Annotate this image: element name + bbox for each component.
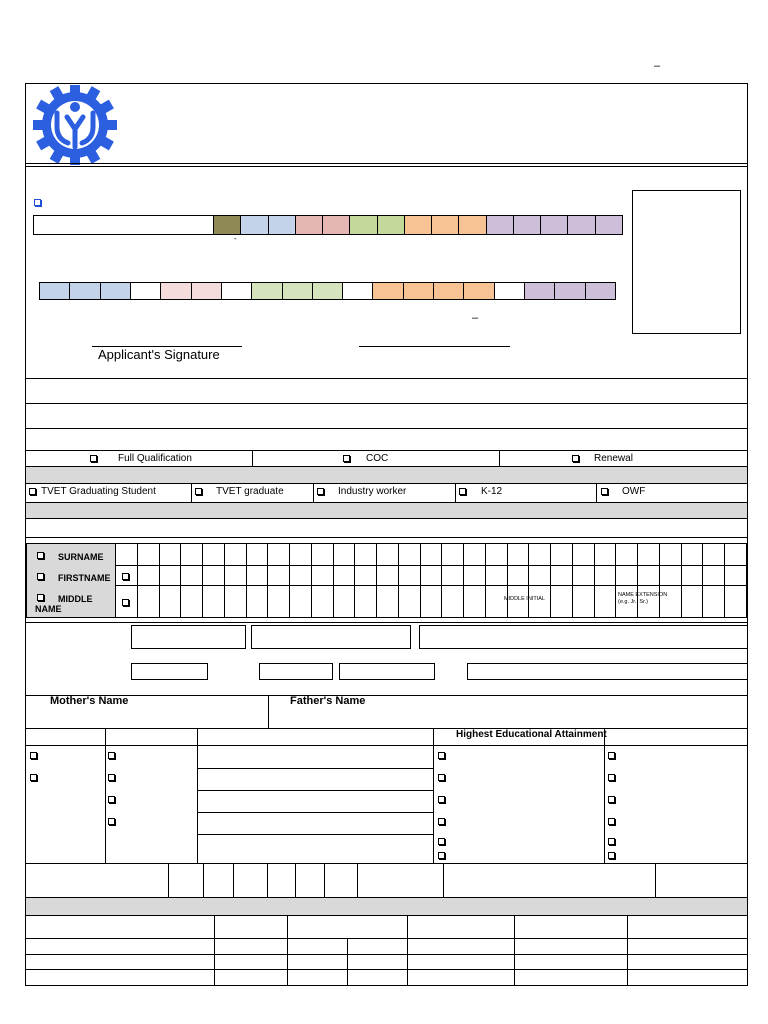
name-letter-cell[interactable] bbox=[724, 585, 747, 618]
section-band bbox=[26, 502, 747, 518]
name-letter-cell[interactable] bbox=[572, 543, 595, 566]
code-box[interactable] bbox=[377, 215, 405, 235]
column-divider bbox=[443, 863, 444, 897]
name-letter-cell[interactable] bbox=[398, 565, 421, 586]
name-letter-cell[interactable] bbox=[289, 543, 312, 566]
code-box[interactable] bbox=[540, 215, 568, 235]
address-field-6[interactable] bbox=[339, 663, 435, 680]
col5-checkbox[interactable] bbox=[608, 818, 615, 825]
name-letter-cell[interactable] bbox=[724, 543, 747, 566]
name-letter-cell[interactable] bbox=[202, 543, 225, 566]
column-divider bbox=[324, 863, 325, 897]
name-letter-cell[interactable] bbox=[615, 543, 638, 566]
middle-initial-label: MIDDLE INITIAL bbox=[504, 596, 545, 602]
row-divider bbox=[25, 518, 748, 519]
column-divider bbox=[433, 728, 434, 863]
code-box[interactable] bbox=[567, 215, 596, 235]
name-letter-cell[interactable] bbox=[637, 565, 660, 586]
education-checkbox[interactable] bbox=[438, 818, 445, 825]
column-divider bbox=[168, 863, 169, 897]
owf-checkbox[interactable] bbox=[601, 488, 608, 495]
coc-checkbox[interactable] bbox=[343, 455, 350, 462]
code-box[interactable] bbox=[433, 282, 464, 300]
name-letter-cell[interactable] bbox=[463, 585, 486, 618]
row-divider bbox=[25, 969, 748, 970]
name-letter-cell[interactable] bbox=[137, 585, 160, 618]
logo bbox=[32, 85, 118, 165]
name-letter-cell[interactable] bbox=[572, 585, 595, 618]
code-box[interactable] bbox=[404, 215, 432, 235]
name-letter-cell[interactable] bbox=[354, 543, 377, 566]
col1-checkbox[interactable] bbox=[30, 774, 37, 781]
row-divider bbox=[25, 466, 748, 467]
code-box[interactable] bbox=[191, 282, 222, 300]
education-checkbox[interactable] bbox=[438, 752, 445, 759]
date-signature-line bbox=[359, 346, 510, 347]
row-divider bbox=[25, 954, 748, 955]
name-letter-cell[interactable] bbox=[224, 543, 247, 566]
name-letter-cell[interactable] bbox=[702, 585, 725, 618]
name-letter-cell[interactable] bbox=[485, 543, 508, 566]
industry-worker-label: Industry worker bbox=[338, 486, 407, 497]
column-divider bbox=[252, 450, 253, 466]
code-box[interactable] bbox=[585, 282, 616, 300]
col5-checkbox[interactable] bbox=[608, 752, 615, 759]
column-divider bbox=[604, 728, 605, 863]
name-letter-cell[interactable] bbox=[550, 585, 573, 618]
code-box[interactable] bbox=[268, 215, 296, 235]
name-letter-cell[interactable] bbox=[463, 543, 486, 566]
name-grid bbox=[26, 543, 746, 618]
surname-checkbox[interactable] bbox=[37, 552, 44, 559]
name-letter-cell[interactable] bbox=[311, 585, 334, 618]
renewal-label: Renewal bbox=[594, 453, 633, 464]
code-box[interactable] bbox=[342, 282, 373, 300]
col1-checkbox[interactable] bbox=[30, 752, 37, 759]
mother-name-label: Mother's Name bbox=[50, 695, 129, 707]
row-divider bbox=[25, 728, 748, 729]
code-row-2 bbox=[39, 282, 615, 300]
name-extension-example: (e.g. Jr., Sr.) bbox=[618, 599, 648, 605]
code-box[interactable] bbox=[100, 282, 131, 300]
renewal-checkbox[interactable] bbox=[572, 455, 579, 462]
name-letter-cell[interactable] bbox=[528, 565, 551, 586]
name-letter-cell[interactable] bbox=[159, 565, 181, 586]
column-divider bbox=[287, 915, 288, 985]
name-letter-cell[interactable] bbox=[724, 565, 747, 586]
column-divider bbox=[407, 915, 408, 985]
name-letter-cell[interactable] bbox=[550, 543, 573, 566]
code-box[interactable] bbox=[524, 282, 555, 300]
name-letter-cell[interactable] bbox=[246, 543, 268, 566]
column-divider bbox=[267, 863, 268, 897]
name-letter-cell[interactable] bbox=[137, 543, 160, 566]
col2-checkbox[interactable] bbox=[108, 796, 115, 803]
photo-box bbox=[632, 190, 741, 334]
name-letter-cell[interactable] bbox=[376, 543, 399, 566]
column-divider bbox=[655, 863, 656, 897]
col5-checkbox[interactable] bbox=[608, 838, 615, 845]
code-box[interactable] bbox=[513, 215, 541, 235]
education-checkbox[interactable] bbox=[438, 852, 445, 859]
name-letter-cell[interactable] bbox=[681, 565, 703, 586]
section-band bbox=[26, 898, 747, 915]
address-field-7[interactable] bbox=[467, 663, 748, 680]
k12-label: K-12 bbox=[481, 486, 503, 497]
row-divider bbox=[25, 938, 748, 939]
code-box[interactable] bbox=[240, 215, 269, 235]
header-divider-bottom bbox=[25, 166, 748, 167]
code-box[interactable] bbox=[282, 282, 313, 300]
middle-name-inner-checkbox[interactable] bbox=[122, 599, 129, 606]
name-letter-cell[interactable] bbox=[572, 565, 595, 586]
code-box[interactable] bbox=[213, 215, 241, 235]
name-letter-cell[interactable] bbox=[311, 543, 334, 566]
row-divider bbox=[197, 768, 433, 769]
name-letter-cell[interactable] bbox=[333, 585, 355, 618]
row-divider bbox=[25, 622, 748, 623]
column-divider bbox=[627, 915, 628, 985]
name-letter-cell[interactable] bbox=[246, 585, 268, 618]
column-divider bbox=[233, 863, 234, 897]
row-divider bbox=[25, 695, 748, 696]
surname-label: SURNAME bbox=[58, 552, 104, 562]
name-letter-cell[interactable] bbox=[485, 565, 508, 586]
middle-name-checkbox[interactable] bbox=[37, 594, 44, 601]
column-divider bbox=[268, 695, 269, 728]
name-extension-label: NAME EXTENSION bbox=[618, 592, 668, 598]
name-letter-cell[interactable] bbox=[224, 565, 247, 586]
firstname-inner-checkbox[interactable] bbox=[122, 573, 129, 580]
column-divider bbox=[105, 728, 106, 863]
column-divider bbox=[499, 450, 500, 466]
name-letter-cell[interactable] bbox=[702, 565, 725, 586]
code-box[interactable] bbox=[130, 282, 161, 300]
k12-checkbox[interactable] bbox=[459, 488, 466, 495]
code-box[interactable] bbox=[349, 215, 378, 235]
code-box[interactable] bbox=[322, 215, 350, 235]
name-letter-cell[interactable] bbox=[267, 565, 290, 586]
name-letter-cell[interactable] bbox=[354, 565, 377, 586]
column-divider bbox=[203, 863, 204, 897]
row-divider bbox=[197, 812, 433, 813]
name-letter-cell[interactable] bbox=[420, 565, 442, 586]
code-box[interactable] bbox=[463, 282, 495, 300]
name-letter-cell[interactable] bbox=[441, 585, 464, 618]
father-name-label: Father's Name bbox=[290, 695, 366, 707]
tvet-graduate-label: TVET graduate bbox=[216, 486, 284, 497]
name-letter-cell[interactable] bbox=[681, 585, 703, 618]
name-letter-cell[interactable] bbox=[594, 565, 616, 586]
name-letter-cell[interactable] bbox=[202, 585, 225, 618]
name-letter-cell[interactable] bbox=[441, 543, 464, 566]
name-letter-cell[interactable] bbox=[376, 585, 399, 618]
name-letter-cell[interactable] bbox=[354, 585, 377, 618]
name-letter-cell[interactable] bbox=[333, 565, 355, 586]
education-checkbox[interactable] bbox=[438, 838, 445, 845]
code-box[interactable] bbox=[160, 282, 192, 300]
row-divider bbox=[25, 483, 748, 484]
column-divider bbox=[214, 915, 215, 985]
code-box[interactable] bbox=[221, 282, 252, 300]
coc-label: COC bbox=[366, 453, 389, 464]
tvet-student-label: TVET Graduating Student bbox=[41, 486, 156, 497]
industry-worker-checkbox[interactable] bbox=[317, 488, 324, 495]
column-divider bbox=[313, 483, 314, 502]
code-box[interactable] bbox=[431, 215, 459, 235]
address-field-5[interactable] bbox=[259, 663, 333, 680]
code-box[interactable] bbox=[494, 282, 525, 300]
name-letter-cell[interactable] bbox=[659, 543, 682, 566]
name-letter-cell[interactable] bbox=[115, 543, 138, 566]
column-divider bbox=[514, 915, 515, 985]
name-letter-cell[interactable] bbox=[159, 585, 181, 618]
row-divider bbox=[25, 537, 748, 538]
middle-name-label-2: NAME bbox=[35, 604, 62, 614]
column-divider bbox=[191, 483, 192, 502]
applicant-signature-label: Applicant's Signature bbox=[98, 347, 220, 362]
firstname-checkbox[interactable] bbox=[37, 573, 44, 580]
row-divider bbox=[25, 428, 748, 429]
owf-label: OWF bbox=[622, 486, 646, 497]
code-row-1-blank[interactable] bbox=[33, 215, 214, 235]
code-box[interactable] bbox=[458, 215, 487, 235]
header-divider-top bbox=[25, 163, 748, 164]
tvet-graduate-checkbox[interactable] bbox=[195, 488, 202, 495]
row-divider bbox=[25, 403, 748, 404]
row-divider bbox=[25, 745, 748, 746]
code-box[interactable] bbox=[39, 282, 70, 300]
name-letter-cell[interactable] bbox=[681, 543, 703, 566]
education-checkbox[interactable] bbox=[438, 774, 445, 781]
address-field-4[interactable] bbox=[131, 663, 208, 680]
code-box[interactable] bbox=[251, 282, 283, 300]
address-field-1[interactable] bbox=[131, 625, 246, 649]
name-letter-cell[interactable] bbox=[507, 543, 529, 566]
code-box[interactable] bbox=[403, 282, 434, 300]
name-letter-cell[interactable] bbox=[615, 565, 638, 586]
name-letter-cell[interactable] bbox=[180, 565, 203, 586]
header-dash-mark: – bbox=[654, 60, 661, 72]
name-letter-cell[interactable] bbox=[550, 565, 573, 586]
name-letter-cell[interactable] bbox=[137, 565, 160, 586]
code-row-1 bbox=[213, 215, 622, 235]
name-letter-cell[interactable] bbox=[289, 585, 312, 618]
blue-checkbox[interactable] bbox=[34, 199, 41, 206]
column-divider bbox=[357, 863, 358, 897]
row-divider bbox=[25, 378, 748, 379]
name-letter-cell[interactable] bbox=[202, 565, 225, 586]
col2-checkbox[interactable] bbox=[108, 774, 115, 781]
name-letter-cell[interactable] bbox=[594, 585, 616, 618]
row-divider bbox=[25, 450, 748, 451]
row-divider bbox=[25, 863, 748, 864]
name-letter-cell[interactable] bbox=[333, 543, 355, 566]
name-letter-cell[interactable] bbox=[702, 543, 725, 566]
tvet-student-checkbox[interactable] bbox=[29, 488, 36, 495]
name-letter-cell[interactable] bbox=[159, 543, 181, 566]
education-checkbox[interactable] bbox=[438, 796, 445, 803]
name-letter-cell[interactable] bbox=[398, 585, 421, 618]
column-divider bbox=[295, 863, 296, 897]
middle-name-label: MIDDLE bbox=[58, 594, 93, 604]
code-box[interactable] bbox=[486, 215, 514, 235]
name-letter-cell[interactable] bbox=[420, 543, 442, 566]
col5-checkbox[interactable] bbox=[608, 774, 615, 781]
name-letter-cell[interactable] bbox=[463, 565, 486, 586]
name-letter-cell[interactable] bbox=[224, 585, 247, 618]
column-divider bbox=[347, 938, 348, 985]
row-divider bbox=[25, 915, 748, 916]
row-divider bbox=[197, 834, 433, 835]
column-divider bbox=[455, 483, 456, 502]
column-divider bbox=[596, 483, 597, 502]
name-letter-cell[interactable] bbox=[659, 565, 682, 586]
name-letter-cell[interactable] bbox=[398, 543, 421, 566]
name-letter-cell[interactable] bbox=[180, 543, 203, 566]
full-qualification-checkbox[interactable] bbox=[90, 455, 97, 462]
code-box[interactable] bbox=[595, 215, 623, 235]
section-band bbox=[26, 466, 747, 483]
col2-checkbox[interactable] bbox=[108, 752, 115, 759]
col2-checkbox[interactable] bbox=[108, 818, 115, 825]
name-letter-cell[interactable] bbox=[180, 585, 203, 618]
name-letter-cell[interactable] bbox=[311, 565, 334, 586]
name-letter-cell[interactable] bbox=[441, 565, 464, 586]
name-letter-cell[interactable] bbox=[246, 565, 268, 586]
full-qualification-label: Full Qualification bbox=[118, 453, 192, 464]
name-letter-cell[interactable] bbox=[267, 543, 290, 566]
col5-checkbox[interactable] bbox=[608, 796, 615, 803]
col5-checkbox[interactable] bbox=[608, 852, 615, 859]
signature-dash: – bbox=[472, 312, 479, 324]
code-box[interactable] bbox=[554, 282, 586, 300]
firstname-label: FIRSTNAME bbox=[58, 573, 111, 583]
row-divider bbox=[197, 790, 433, 791]
code-box[interactable] bbox=[312, 282, 343, 300]
name-letter-cell[interactable] bbox=[267, 585, 290, 618]
name-letter-cell[interactable] bbox=[637, 543, 660, 566]
highest-education-header: Highest Educational Attainment bbox=[456, 729, 607, 740]
name-letter-cell[interactable] bbox=[507, 565, 529, 586]
name-letter-cell[interactable] bbox=[420, 585, 442, 618]
code-box[interactable] bbox=[372, 282, 404, 300]
row-divider bbox=[25, 502, 748, 503]
name-letter-cell[interactable] bbox=[528, 543, 551, 566]
name-letter-cell[interactable] bbox=[594, 543, 616, 566]
address-field-3[interactable] bbox=[419, 625, 748, 649]
column-divider bbox=[197, 728, 198, 863]
name-letter-cell[interactable] bbox=[289, 565, 312, 586]
address-field-2[interactable] bbox=[251, 625, 411, 649]
code-box[interactable] bbox=[295, 215, 323, 235]
name-letter-cell[interactable] bbox=[659, 585, 682, 618]
code-row-1-dash: - bbox=[234, 234, 237, 243]
name-letter-cell[interactable] bbox=[376, 565, 399, 586]
code-box[interactable] bbox=[69, 282, 101, 300]
